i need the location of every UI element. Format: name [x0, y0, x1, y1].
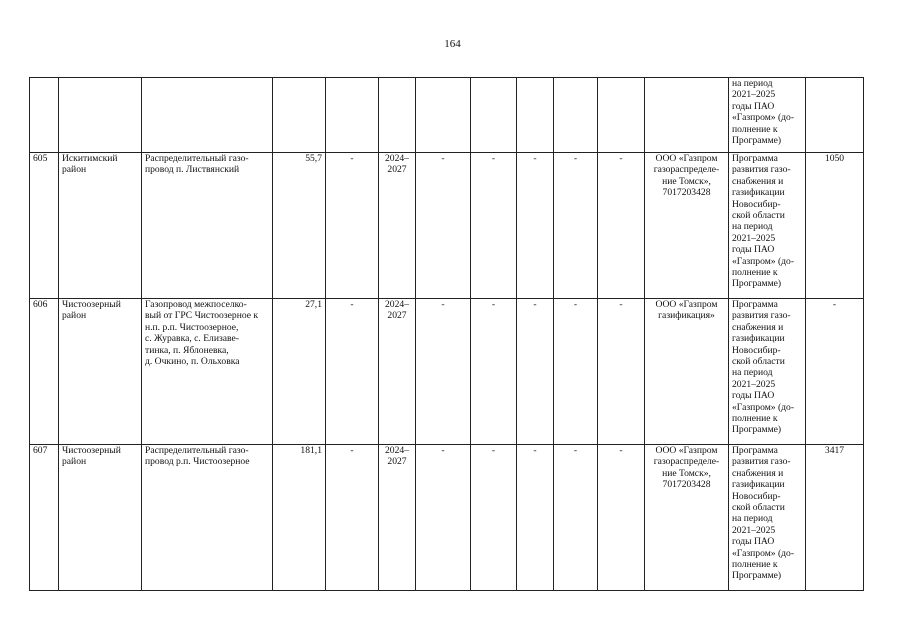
cell-program: Программа развития газо- снабжения и газификации Новосибир- ской области на период 2021–2025 годы ПАО «Газпром» (до- полнение к Программе) [729, 153, 806, 299]
cell-col5 [326, 78, 379, 153]
cell-col7: - [416, 445, 471, 591]
cell-col9: - [517, 299, 554, 445]
cell-num: 605 [30, 153, 59, 299]
cell-col5: - [326, 299, 379, 445]
cell-district [59, 78, 142, 153]
table-row [30, 299, 864, 445]
cell-col11: - [598, 299, 645, 445]
cell-col10 [554, 78, 598, 153]
cell-num: 607 [30, 445, 59, 591]
cell-district: Чистоозерный район [59, 445, 142, 591]
cell-col11: - [598, 445, 645, 591]
cell-organization: ООО «Газпром газификация» [645, 299, 729, 445]
cell-period: 2024– 2027 [379, 153, 416, 299]
cell-organization [645, 78, 729, 153]
cell-col8: - [471, 153, 517, 299]
cell-col7: - [416, 153, 471, 299]
cell-object: Распределительный газо- провод п. Листвянский [142, 153, 273, 299]
cell-col10: - [554, 153, 598, 299]
cell-length: 27,1 [273, 299, 326, 445]
cell-object [142, 78, 273, 153]
cell-col10: - [554, 445, 598, 591]
cell-col5: - [326, 153, 379, 299]
cell-amount [806, 78, 864, 153]
cell-object: Газопровод межпоселко- вый от ГРС Чистоозерное к н.п. р.п. Чистоозерное, с. Журавка, с. Елизаве- тинка, п. Яблоневка, д. Очкино, п. Ольховка [142, 299, 273, 445]
cell-period: 2024– 2027 [379, 445, 416, 591]
cell-col11: - [598, 153, 645, 299]
cell-program: Программа развития газо- снабжения и газификации Новосибир- ской области на период 2021–2025 годы ПАО «Газпром» (до- полнение к Программе) [729, 445, 806, 591]
cell-organization: ООО «Газпром газораспределе- ние Томск», 7017203428 [645, 153, 729, 299]
table-row [30, 153, 864, 299]
cell-program: на период 2021–2025 годы ПАО «Газпром» (до- полнение к Программе) [729, 78, 806, 153]
cell-period [379, 78, 416, 153]
cell-object: Распределительный газо- провод р.п. Чистоозерное [142, 445, 273, 591]
cell-district: Чистоозерный район [59, 299, 142, 445]
cell-col9: - [517, 153, 554, 299]
cell-period: 2024– 2027 [379, 299, 416, 445]
cell-num [30, 78, 59, 153]
cell-district: Искитимский район [59, 153, 142, 299]
cell-amount: 1050 [806, 153, 864, 299]
cell-col5: - [326, 445, 379, 591]
cell-col8: - [471, 299, 517, 445]
table-row-continuation [30, 78, 864, 153]
cell-col9: - [517, 445, 554, 591]
cell-col8: - [471, 445, 517, 591]
cell-col11 [598, 78, 645, 153]
cell-organization: ООО «Газпром газораспределе- ние Томск», 7017203428 [645, 445, 729, 591]
cell-col7: - [416, 299, 471, 445]
page-number: 164 [444, 38, 461, 50]
cell-col7 [416, 78, 471, 153]
table-row [30, 445, 864, 591]
cell-amount: 3417 [806, 445, 864, 591]
cell-program: Программа развития газо- снабжения и газификации Новосибир- ской области на период 2021–2025 годы ПАО «Газпром» (до- полнение к Программе) [729, 299, 806, 445]
cell-col8 [471, 78, 517, 153]
cell-length: 181,1 [273, 445, 326, 591]
cell-amount: - [806, 299, 864, 445]
cell-col10: - [554, 299, 598, 445]
cell-length: 55,7 [273, 153, 326, 299]
cell-num: 606 [30, 299, 59, 445]
cell-col9 [517, 78, 554, 153]
cell-length [273, 78, 326, 153]
gas-pipeline-table [29, 77, 864, 591]
